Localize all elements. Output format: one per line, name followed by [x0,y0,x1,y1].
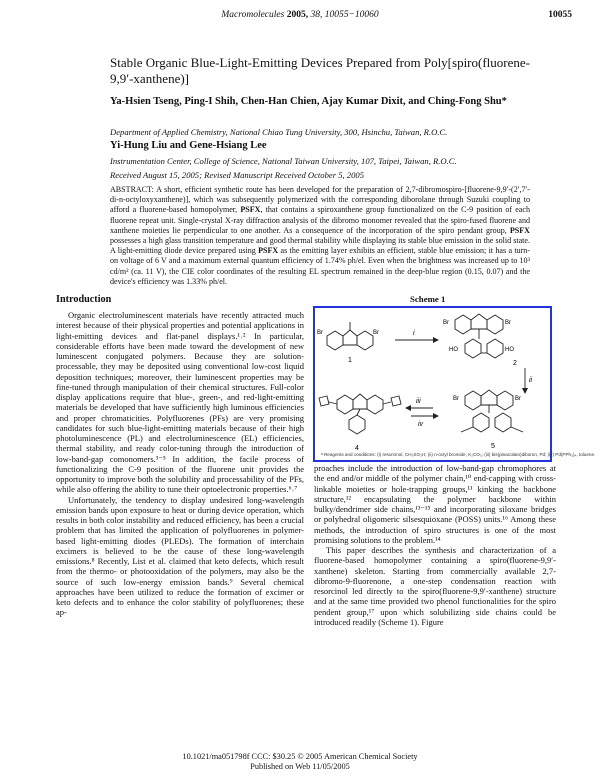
compound-5-label: 5 [491,443,495,450]
abstract-text-2: , that contains a spiroxanthene group functionalized on the C-9 position of each fluorene repeat unit. Single-crystal X-ray diffraction analysis of the dibromo monomer revealed that the spiro-fused fluorene and xanthene moieties lie perpendicular to one another. As a consequence of the incorporation of the spiro pendant group, [110,205,530,235]
compound-5-br-left: Br [453,396,459,402]
journal-volume: 38, [310,10,323,20]
scheme-drawing [315,308,596,460]
compound-1-structure [327,322,373,350]
intro-paragraph-2: Unfortunately, the tendency to display undesired long-wavelength emission bands upon exposure to heat or during device operation, which results in both color instability and reduced efficiency, has been a crucial problem that has limited the application of polyfluorenes in polymer-based light-emitting diodes (PLEDs). The formation of interchain excimers is believed to be the cause of these long-wavelength emissions.⁸ Recently, List et al. claimed that keto defects, which result from the thermo- or photooxidation of the polymers, may also be the source of such low-energy emission bands.⁹ Several chemical approaches have been utilized to reduce the formation of excimer or keto defects and to enhance the color stability of polyfluorenes; these ap- [56,494,304,618]
compound-5-structure [461,390,523,432]
authors-group-1: Ya-Hsien Tseng, Ping-I Shih, Chen-Han Chien, Ajay Kumar Dixit, and Ching-Fong Shu* [110,96,507,107]
compound-1-br-left: Br [317,330,323,336]
abstract-text-4: as the emitting layer exhibits an efficient, stable blue emission; it has a turn-on voltage of 6 V and a maximum external quantum efficiency of 1.74% ph/el. Even when the brightness was increased up to 10³ cd/m² (ca. 11 V), the CIE color coordinates of the resulting EL spectrum remained in the deep-blue region (0.15, 0.07) and the device's efficiency was 1.33% ph/el. [110,246,530,286]
compound-2-br-right: Br [505,320,511,326]
abstract-text-1: A short, efficient synthetic route has been developed for the preparation of 2,7-dibromospiro-[fluorene-9,9′-(2′,7′-di-n-octyloxyxanthene)], which was subsequently polymerized with the corresponding diborolane through Suzuki coupling to afford a fluorene-based homopolymer, [110,185,530,215]
affiliation-1: Department of Applied Chemistry, National Chiao Tung University, 300, Hsinchu, Taiwan, R.O.C. [110,127,448,137]
compound-5-br-right: Br [515,396,521,402]
page-footer [0,752,600,772]
received-dates: Received August 15, 2005; Revised Manuscript Received October 5, 2005 [110,170,364,180]
journal-pages: 10055−10060 [324,10,379,20]
page-number: 10055 [548,10,572,20]
abstract-psfx-2: PSFX [509,225,530,235]
compound-2-br-left: Br [443,320,449,326]
abstract-label: ABSTRACT: [110,185,154,194]
scheme-title: Scheme 1 [410,294,446,304]
journal-name: Macromolecules [221,10,285,20]
affiliation-2: Instrumentation Center, College of Science, National Taiwan University, 107, Taipei, Taiwan, R.O.C. [110,156,457,166]
compound-2-label: 2 [513,360,517,367]
abstract-psfx-3: PSFX [258,246,279,256]
authors-group-2: Yi-Hung Liu and Gene-Hsiang Lee [110,140,267,151]
footer-doi: 10.1021/ma051798f CCC: $30.25 © 2005 American Chemical Society [182,752,418,761]
abstract [110,185,530,287]
compound-2-ho-right: HO [505,347,514,353]
journal-year: 2005, [286,10,309,20]
intro-paragraph-4: This paper describes the synthesis and characterization of a fluorene-based homopolymer containing a spiro(fluorene-9,9′-xanthene) skeleton. Starting from commercially available 2,7-dibromo-9-fluorenone, a one-step condensation reaction with resorcinol led directly to the spiro(fluorene-9,9′-xanthene) structure and at the same time provided two phenol functionalities for the spiro pendent group,¹⁷ upon which solubilizing side chains could be introduced readily (Scheme 1). Figure [314,545,556,627]
intro-paragraph-3: proaches include the introduction of low-band-gap chromophores at the end and/or middle of the polymer chain,¹⁰ end-capping with cross-linkable moieties or hole-trapping groups,¹¹ kinking the backbone structure,¹² encapsulating the polymer backbone within bulky/dendrimer side chains,¹³⁻¹⁵ and incorporating siloxane bridges or polyhedral oligomeric silsesquioxane (POSS) units.¹⁶ Among these methods, the introduction of spiro structures is one of the most promising solutions to the problem.¹⁴ [314,463,556,545]
abstract-text-3: possesses a high glass transition temperature and good thermal stability while displaying its stable blue emission in the solid state. A light-emitting diode device prepared using [110,236,530,256]
abstract-psfx-1: PSFX [240,205,261,215]
compound-1-label: 1 [348,357,352,364]
step-iii-label: iii [416,398,421,405]
article-title: Stable Organic Blue-Light-Emitting Devices Prepared from Poly[spiro(fluorene-9,9′-xanthene)] [110,55,530,86]
step-iv-label: iv [418,421,424,428]
compound-2-ho-left: HO [449,347,458,353]
step-ii-label: ii [529,377,533,384]
compound-2-structure [455,314,503,358]
left-column [56,310,304,618]
scheme-figure [313,306,596,462]
footer-published: Published on Web 11/05/2005 [250,762,350,771]
compound-4-structure [319,394,401,434]
scheme-caption: ᵃ Reagents and conditions: (i) resorcinol, CH₃SO₃H; (ii) n-octyl bromide, K₂CO₃; (iii) bis(pinacolato)diboron, Pd; (iv) Pd(PPh₃)₄, toluene. [321,452,596,457]
step-i-label: i [413,330,415,337]
section-heading-introduction: Introduction [56,294,112,305]
compound-1-br-right: Br [373,330,379,336]
running-header [0,10,600,20]
compound-4-label: 4 [355,445,359,452]
right-column [314,463,556,627]
intro-paragraph-1: Organic electroluminescent materials have recently attracted much interest because of their physical properties and potential applications in light-emitting devices and flat-panel displays.¹˒² In particular, considerable efforts have been made toward the development of new luminescent conjugated polymers. Because they are solution-processable, they may be deposited using conventional low-cost liquid deposition techniques; moreover, their luminescent properties may be fine-tuned through manipulation of their chemical structures. Full-color display applications require that blue-, green-, and red-light-emitting materials be developed that have sufficiently high luminous efficiencies and proper chromaticities. Polyfluorenes (PFs) are very promising candidates for such blue-light-emitting materials because of their high photoluminescence (PL) and electroluminescence (EL) efficiencies, thermal stability, and ready color-tuning through the introduction of low-band-gap comonomers.³⁻⁵ In addition, the facile process of functionalizing the C-9 position of the fluorene unit provides the opportunity to improve both the solubility and processability of the PFs, while also offering the ability to tune their optoelectronic properties.⁶˒⁷ [56,310,304,495]
